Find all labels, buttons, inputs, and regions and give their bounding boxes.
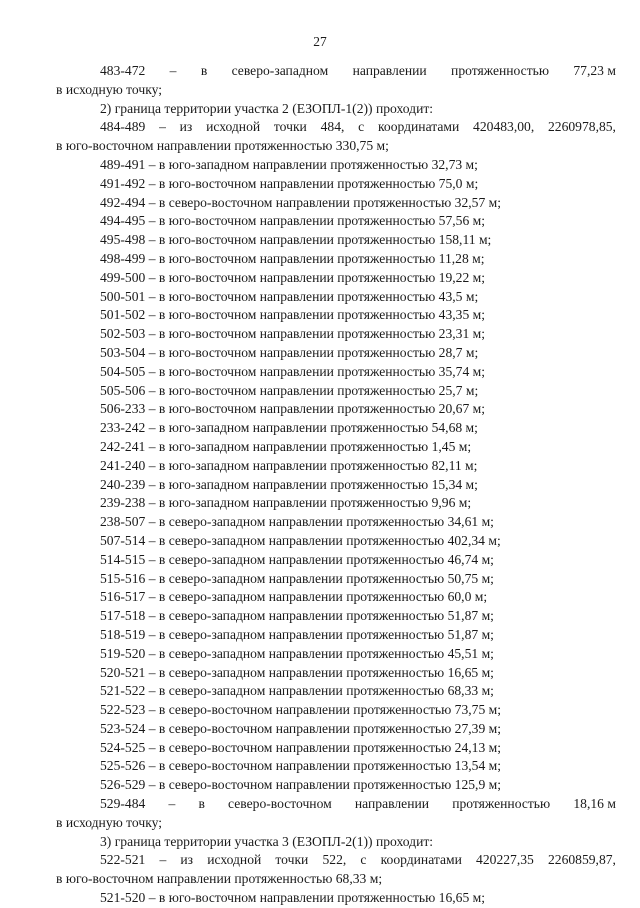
- justified-line: [56, 851, 616, 870]
- paragraph-line: 3) граница территории участка 3 (ЕЗОПЛ-2(1)) проходит:: [100, 833, 434, 849]
- paragraph-line: 521-520 – в юго-восточном направлении протяженностью 16,65 м;: [100, 890, 486, 906]
- paragraph-line: 240-239 – в юго-западном направлении протяженностью 15,34 м;: [100, 476, 478, 492]
- paragraph-line: 517-518 – в северо-западном направлении протяженностью 51,87 м;: [100, 608, 494, 624]
- paragraph-line: 506-233 – в юго-восточном направлении протяженностью 20,67 м;: [100, 401, 486, 417]
- paragraph-line: 498-499 – в юго-восточном направлении протяженностью 11,28 м;: [100, 250, 485, 266]
- paragraph-line: 521-522 – в северо-западном направлении протяженностью 68,33 м;: [100, 683, 494, 699]
- line-word: направлении: [352, 63, 427, 78]
- justified-line: [56, 118, 616, 137]
- line-word: –: [159, 119, 166, 135]
- paragraph-line: 516-517 – в северо-западном направлении протяженностью 60,0 м;: [100, 589, 488, 605]
- document-body: [56, 62, 616, 908]
- paragraph-line: 494-495 – в юго-восточном направлении протяженностью 57,56 м;: [100, 213, 486, 229]
- line-word: 2260859,87,: [547, 852, 616, 868]
- paragraph-line: 502-503 – в юго-восточном направлении протяженностью 23,31 м;: [100, 326, 486, 342]
- paragraph-line: 241-240 – в юго-западном направлении протяженностью 82,11 м;: [100, 457, 478, 473]
- paragraph-line: 523-524 – в северо-восточном направлении протяженностью 27,39 м;: [100, 720, 502, 736]
- paragraph-line: 503-504 – в юго-восточном направлении протяженностью 28,7 м;: [100, 344, 479, 360]
- line-word: 420483,00,: [473, 119, 535, 135]
- line-word: исходной: [207, 852, 262, 868]
- line-word: протяженностью: [452, 796, 551, 812]
- line-word: координатами: [377, 119, 460, 135]
- line-word: с: [358, 119, 365, 135]
- paragraph-line: 489-491 – в юго-западном направлении протяженностью 32,73 м;: [100, 156, 478, 172]
- line-word: в: [198, 796, 205, 812]
- paragraph-line: 525-526 – в северо-восточном направлении протяженностью 13,54 м;: [100, 758, 502, 774]
- line-word: –: [168, 796, 176, 812]
- line-word: с: [360, 852, 367, 868]
- line-word: точки: [275, 852, 309, 868]
- line-word: 522-521: [100, 852, 146, 868]
- justified-line: [56, 795, 616, 814]
- line-word: направлении: [354, 796, 430, 812]
- line-word: 77,23 м: [573, 63, 616, 78]
- paragraph-line: 504-505 – в юго-восточном направлении протяженностью 35,74 м;: [100, 363, 486, 379]
- line-word: 522,: [322, 852, 347, 868]
- paragraph-line: 499-500 – в юго-восточном направлении протяженностью 19,22 м;: [100, 269, 486, 285]
- justified-line: [56, 62, 616, 81]
- line-word: протяженностью: [451, 63, 550, 78]
- continuation-line: в юго-восточном направлении протяженностью 68,33 м;: [56, 871, 383, 887]
- line-word: северо-восточном: [228, 796, 332, 812]
- paragraph-line: 500-501 – в юго-восточном направлении протяженностью 43,5 м;: [100, 288, 479, 304]
- line-word: 484,: [320, 119, 345, 135]
- line-word: 483-472: [100, 63, 146, 78]
- paragraph-line: 519-520 – в северо-западном направлении протяженностью 45,51 м;: [100, 645, 494, 661]
- paragraph-line: 505-506 – в юго-восточном направлении протяженностью 25,7 м;: [100, 382, 479, 398]
- line-word: 420227,35: [476, 852, 534, 868]
- paragraph-line: 233-242 – в юго-западном направлении протяженностью 54,68 м;: [100, 420, 478, 436]
- line-word: северо-западном: [231, 63, 329, 78]
- paragraph-line: 514-515 – в северо-западном направлении протяженностью 46,74 м;: [100, 551, 494, 567]
- paragraph-line: 491-492 – в юго-восточном направлении протяженностью 75,0 м;: [100, 175, 479, 191]
- line-word: из: [180, 852, 194, 868]
- paragraph-line: 522-523 – в северо-восточном направлении протяженностью 73,75 м;: [100, 702, 502, 718]
- paragraph-line: 507-514 – в северо-западном направлении протяженностью 402,34 м;: [100, 532, 501, 548]
- paragraph-line: 2) граница территории участка 2 (ЕЗОПЛ-1(2)) проходит:: [100, 100, 434, 116]
- line-word: 18,16 м: [573, 796, 616, 812]
- paragraph-line: 495-498 – в юго-восточном направлении протяженностью 158,11 м;: [100, 232, 492, 248]
- line-word: 529-484: [100, 796, 146, 812]
- line-word: –: [159, 852, 167, 868]
- line-word: точки: [273, 119, 307, 135]
- paragraph-line: 501-502 – в юго-восточном направлении протяженностью 43,35 м;: [100, 307, 486, 323]
- line-word: из: [179, 119, 193, 135]
- continuation-line: в исходную точку;: [56, 81, 163, 97]
- paragraph-line: 239-238 – в юго-западном направлении протяженностью 9,96 м;: [100, 495, 472, 511]
- paragraph-line: 515-516 – в северо-западном направлении протяженностью 50,75 м;: [100, 570, 494, 586]
- line-word: –: [169, 63, 177, 78]
- line-word: в: [200, 63, 208, 78]
- paragraph-line: 518-519 – в северо-западном направлении протяженностью 51,87 м;: [100, 626, 494, 642]
- paragraph-line: 524-525 – в северо-восточном направлении протяженностью 24,13 м;: [100, 739, 502, 755]
- paragraph-line: 238-507 – в северо-западном направлении протяженностью 34,61 м;: [100, 514, 494, 530]
- page-number: 27: [313, 34, 327, 49]
- paragraph-line: 526-529 – в северо-восточном направлении протяженностью 125,9 м;: [100, 777, 502, 793]
- continuation-line: в юго-восточном направлении протяженностью 330,75 м;: [56, 138, 389, 154]
- line-word: 484-489: [100, 119, 146, 135]
- line-word: координатами: [380, 852, 462, 868]
- paragraph-line: 520-521 – в северо-западном направлении протяженностью 16,65 м;: [100, 664, 494, 680]
- continuation-line: в исходную точку;: [56, 814, 163, 830]
- paragraph-line: 492-494 – в северо-восточном направлении протяженностью 32,57 м;: [100, 194, 502, 210]
- line-word: 2260978,85,: [547, 119, 616, 135]
- line-word: исходной: [206, 119, 261, 135]
- paragraph-line: 242-241 – в юго-западном направлении протяженностью 1,45 м;: [100, 438, 472, 454]
